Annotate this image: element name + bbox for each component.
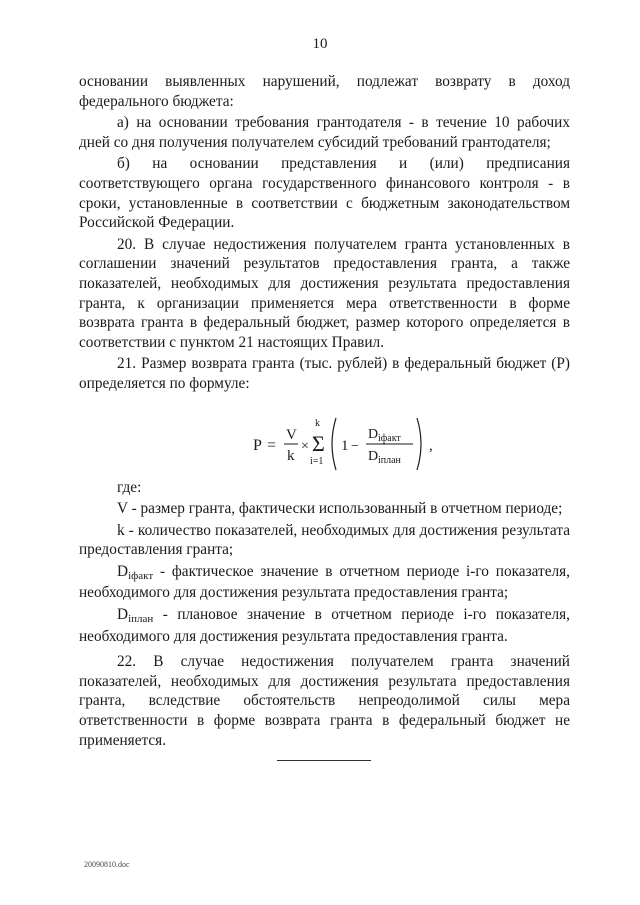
d-plan-subscript: iплан (128, 613, 154, 626)
paragraph-22: 22. В случае недостижения получателем гранта значений показателей, необходимых для достижения результата предоставления гранта, вследствие обстоятельств непреодолимой силы мера ответственности в форме возврата гранта в федеральный бюджет не применяется. (79, 653, 570, 749)
formula-sigma: Σ (312, 430, 325, 456)
d-plan-text: - плановое значение в отчетном периоде i-го показателя, необходимого для достижения результата предоставления гранта. (79, 606, 570, 645)
formula-lhs: P (253, 436, 262, 454)
formula-trail: , (429, 437, 433, 454)
d-fact-symbol: D (117, 562, 129, 580)
right-paren (417, 418, 421, 470)
return-formula (251, 408, 570, 478)
d-plan-symbol: D (117, 606, 129, 624)
formula-k: k (287, 447, 295, 464)
paragraph-21: 21. Размер возврата гранта (тыс. рублей) в федеральный бюджет (P) определяется по формуле: (79, 355, 570, 392)
paragraph-item-b: б) на основании представления и (или) предписания соответствующего органа государственного финансового контроля - в сроки, установленные в соответствии с бюджетным законодательством Российской Федерации. (79, 155, 570, 232)
formula-num-d: D (368, 426, 379, 442)
formula-minus: − (351, 438, 359, 454)
definition-v: V - размер гранта, фактически использованный в отчетном периоде; (117, 500, 563, 518)
formula-v: V (286, 426, 297, 443)
left-paren (332, 418, 336, 470)
formula-den-sub: iплан (378, 454, 401, 466)
formula-equals: = (267, 436, 277, 454)
formula-one: 1 (341, 437, 349, 454)
d-fact-text: - фактическое значение в отчетном периоде i-го показателя, необходимого для достижения результата предоставления гранта; (79, 562, 570, 602)
definition-d-plan (79, 605, 570, 646)
formula-svg (251, 408, 451, 478)
paragraph-continuation: основании выявленных нарушений, подлежат возврату в доход федерального бюджета: (79, 73, 570, 110)
footer-document-id: 20090810.doc (84, 860, 130, 869)
document-body (79, 72, 570, 752)
definition-k: k - количество показателей, необходимых для достижения результата предоставления гранта; (79, 521, 570, 559)
paragraph-20: 20. В случае недостижения получателем гранта установленных в соглашении значений результатов предоставления гранта, а также показателей, необходимых для достижения результата предоставления гранта, к организации применяется мера ответственности в форме возврата гранта в федеральный бюджет, размер которого определяется в соответствии с пунктом 21 настоящих Правил. (79, 235, 570, 351)
end-divider (277, 760, 371, 761)
page-number: 10 (312, 36, 328, 52)
definition-d-fact (79, 562, 570, 603)
d-fact-subscript: iфакт (128, 569, 154, 582)
formula-sum-top: k (315, 417, 320, 429)
where-label: где: (117, 478, 142, 496)
formula-den-d: D (368, 448, 379, 464)
paragraph-item-a: а) на основании требования грантодателя - в течение 10 рабочих дней со дня получения получателем субсидий требований грантодателя; (79, 114, 570, 151)
formula-times: × (301, 438, 309, 454)
formula-num-sub: iфакт (378, 432, 401, 444)
formula-sum-bottom: i=1 (310, 455, 324, 467)
